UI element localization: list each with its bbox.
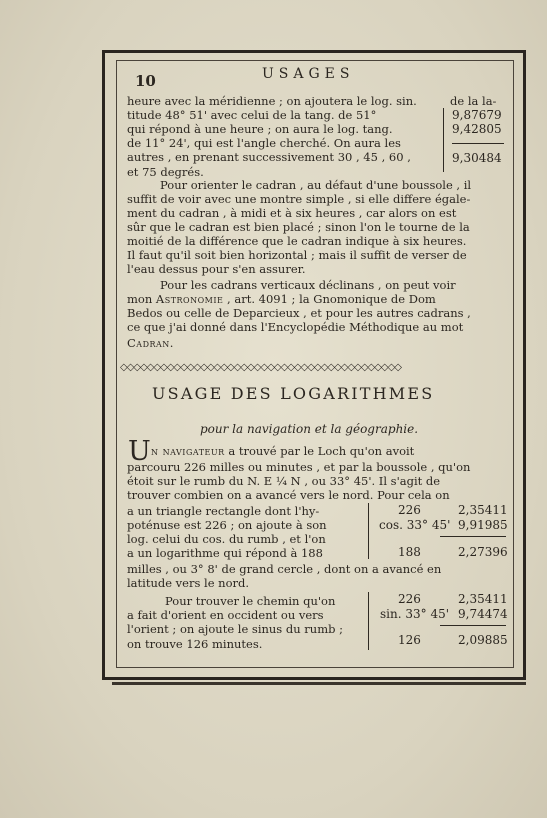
running-title: USAGES — [262, 66, 355, 82]
text-line: l'orient ; on ajoute le sinus du rumb ; — [127, 622, 343, 636]
text-line: Pour les cadrans verticaux déclinans , on peut voir — [160, 278, 456, 292]
text-line: qui répond à une heure ; on aura le log. tang. — [127, 122, 393, 136]
table-a-label: 188 — [398, 545, 421, 559]
text-line: ce que j'ai donné dans l'Encyclopédie Méthodique au mot — [127, 320, 464, 334]
text-line: on trouve 126 minutes. — [127, 637, 263, 651]
side-value: 9,87679 — [452, 108, 502, 122]
text-line: autres , en prenant successivement 30 , 45 , 60 , — [127, 150, 411, 164]
text-line: a un logarithme qui répond à 188 — [127, 546, 323, 560]
side-heading: de la la- — [450, 94, 497, 108]
drop-cap: U — [128, 436, 151, 467]
table-a-value: 9,91985 — [458, 518, 508, 532]
text-line: Pour orienter le cadran , au défaut d'une boussole , il — [160, 178, 472, 192]
text-line: n navigateur a trouvé par le Loch qu'on avoit — [151, 444, 415, 458]
table-b-value: 2,09885 — [458, 633, 508, 647]
table-a-value: 2,35411 — [458, 503, 508, 517]
table-b-value: 9,74474 — [458, 607, 508, 621]
section-subtitle: pour la navigation et la géographie. — [200, 422, 419, 436]
bottom-rule — [112, 682, 526, 685]
text-line: et 75 degrés. — [127, 165, 204, 179]
text-line: Pour trouver le chemin qu'on — [165, 594, 336, 608]
text-line: titude 48° 51' avec celui de la tang. de 51° — [127, 108, 377, 122]
table-b-label: sin. 33° 45' — [380, 607, 450, 621]
text-line: suffit de voir avec une montre simple , si elle differe égale- — [127, 192, 471, 206]
text-line: a un triangle rectangle dont l'hy- — [127, 504, 320, 518]
ornamental-divider: ◇◇◇◇◇◇◇◇◇◇◇◇◇◇◇◇◇◇◇◇◇◇◇◇◇◇◇◇◇◇◇◇◇◇◇◇◇◇◇◇◇◇ — [120, 362, 401, 373]
text-line: Cadran. — [127, 336, 174, 350]
table-a-label: cos. 33° 45' — [379, 518, 451, 532]
text-line: étoit sur le rumb du N. E ¼ N , ou 33° 45'. Il s'agit de — [127, 474, 441, 488]
table-b-label: 126 — [398, 633, 421, 647]
table-a-label: 226 — [398, 503, 421, 517]
text-line: milles , ou 3° 8' de grand cercle , dont on a avancé en — [127, 562, 442, 576]
text-line: poténuse est 226 ; on ajoute à son — [127, 518, 327, 532]
table-a-value: 2,27396 — [458, 545, 508, 559]
table-b-sum-line — [440, 625, 506, 626]
text-line: a fait d'orient en occident ou vers — [127, 608, 324, 622]
side-value-result: 9,30484 — [452, 151, 502, 165]
text-line: moitié de la différence que le cadran indique à six heures. — [127, 234, 467, 248]
section-title: USAGE DES LOGARITHMES — [152, 384, 435, 403]
table-b-rule — [368, 592, 369, 650]
text-line: Bedos ou celle de Deparcieux , et pour les autres cadrans , — [127, 306, 471, 320]
text-line: sûr que le cadran est bien placé ; sinon l'on le tourne de la — [127, 220, 470, 234]
text-line: ment du cadran , à midi et à six heures , car alors on est — [127, 206, 457, 220]
side-table-rule — [443, 108, 444, 172]
page-number: 10 — [135, 72, 156, 90]
text-line: parcouru 226 milles ou minutes , et par la boussole , qu'on — [127, 460, 471, 474]
side-value: 9,42805 — [452, 122, 502, 136]
text-line: Il faut qu'il soit bien horizontal ; mais il suffit de verser de — [127, 248, 467, 262]
text-line: log. celui du cos. du rumb , et l'on — [127, 532, 326, 546]
table-a-rule — [368, 503, 369, 559]
table-b-value: 2,35411 — [458, 592, 508, 606]
sum-line — [452, 143, 504, 144]
text-line: latitude vers le nord. — [127, 576, 250, 590]
text-line: trouver combien on a avancé vers le nord. Pour cela on — [127, 488, 450, 502]
text-line: de 11° 24', qui est l'angle cherché. On aura les — [127, 136, 401, 150]
table-b-label: 226 — [398, 592, 421, 606]
text-line: l'eau dessus pour s'en assurer. — [127, 262, 306, 276]
table-a-sum-line — [440, 536, 506, 537]
text-line: mon Astronomie , art. 4091 ; la Gnomonique de Dom — [127, 292, 436, 306]
text-line: heure avec la méridienne ; on ajoutera le log. sin. — [127, 94, 417, 108]
